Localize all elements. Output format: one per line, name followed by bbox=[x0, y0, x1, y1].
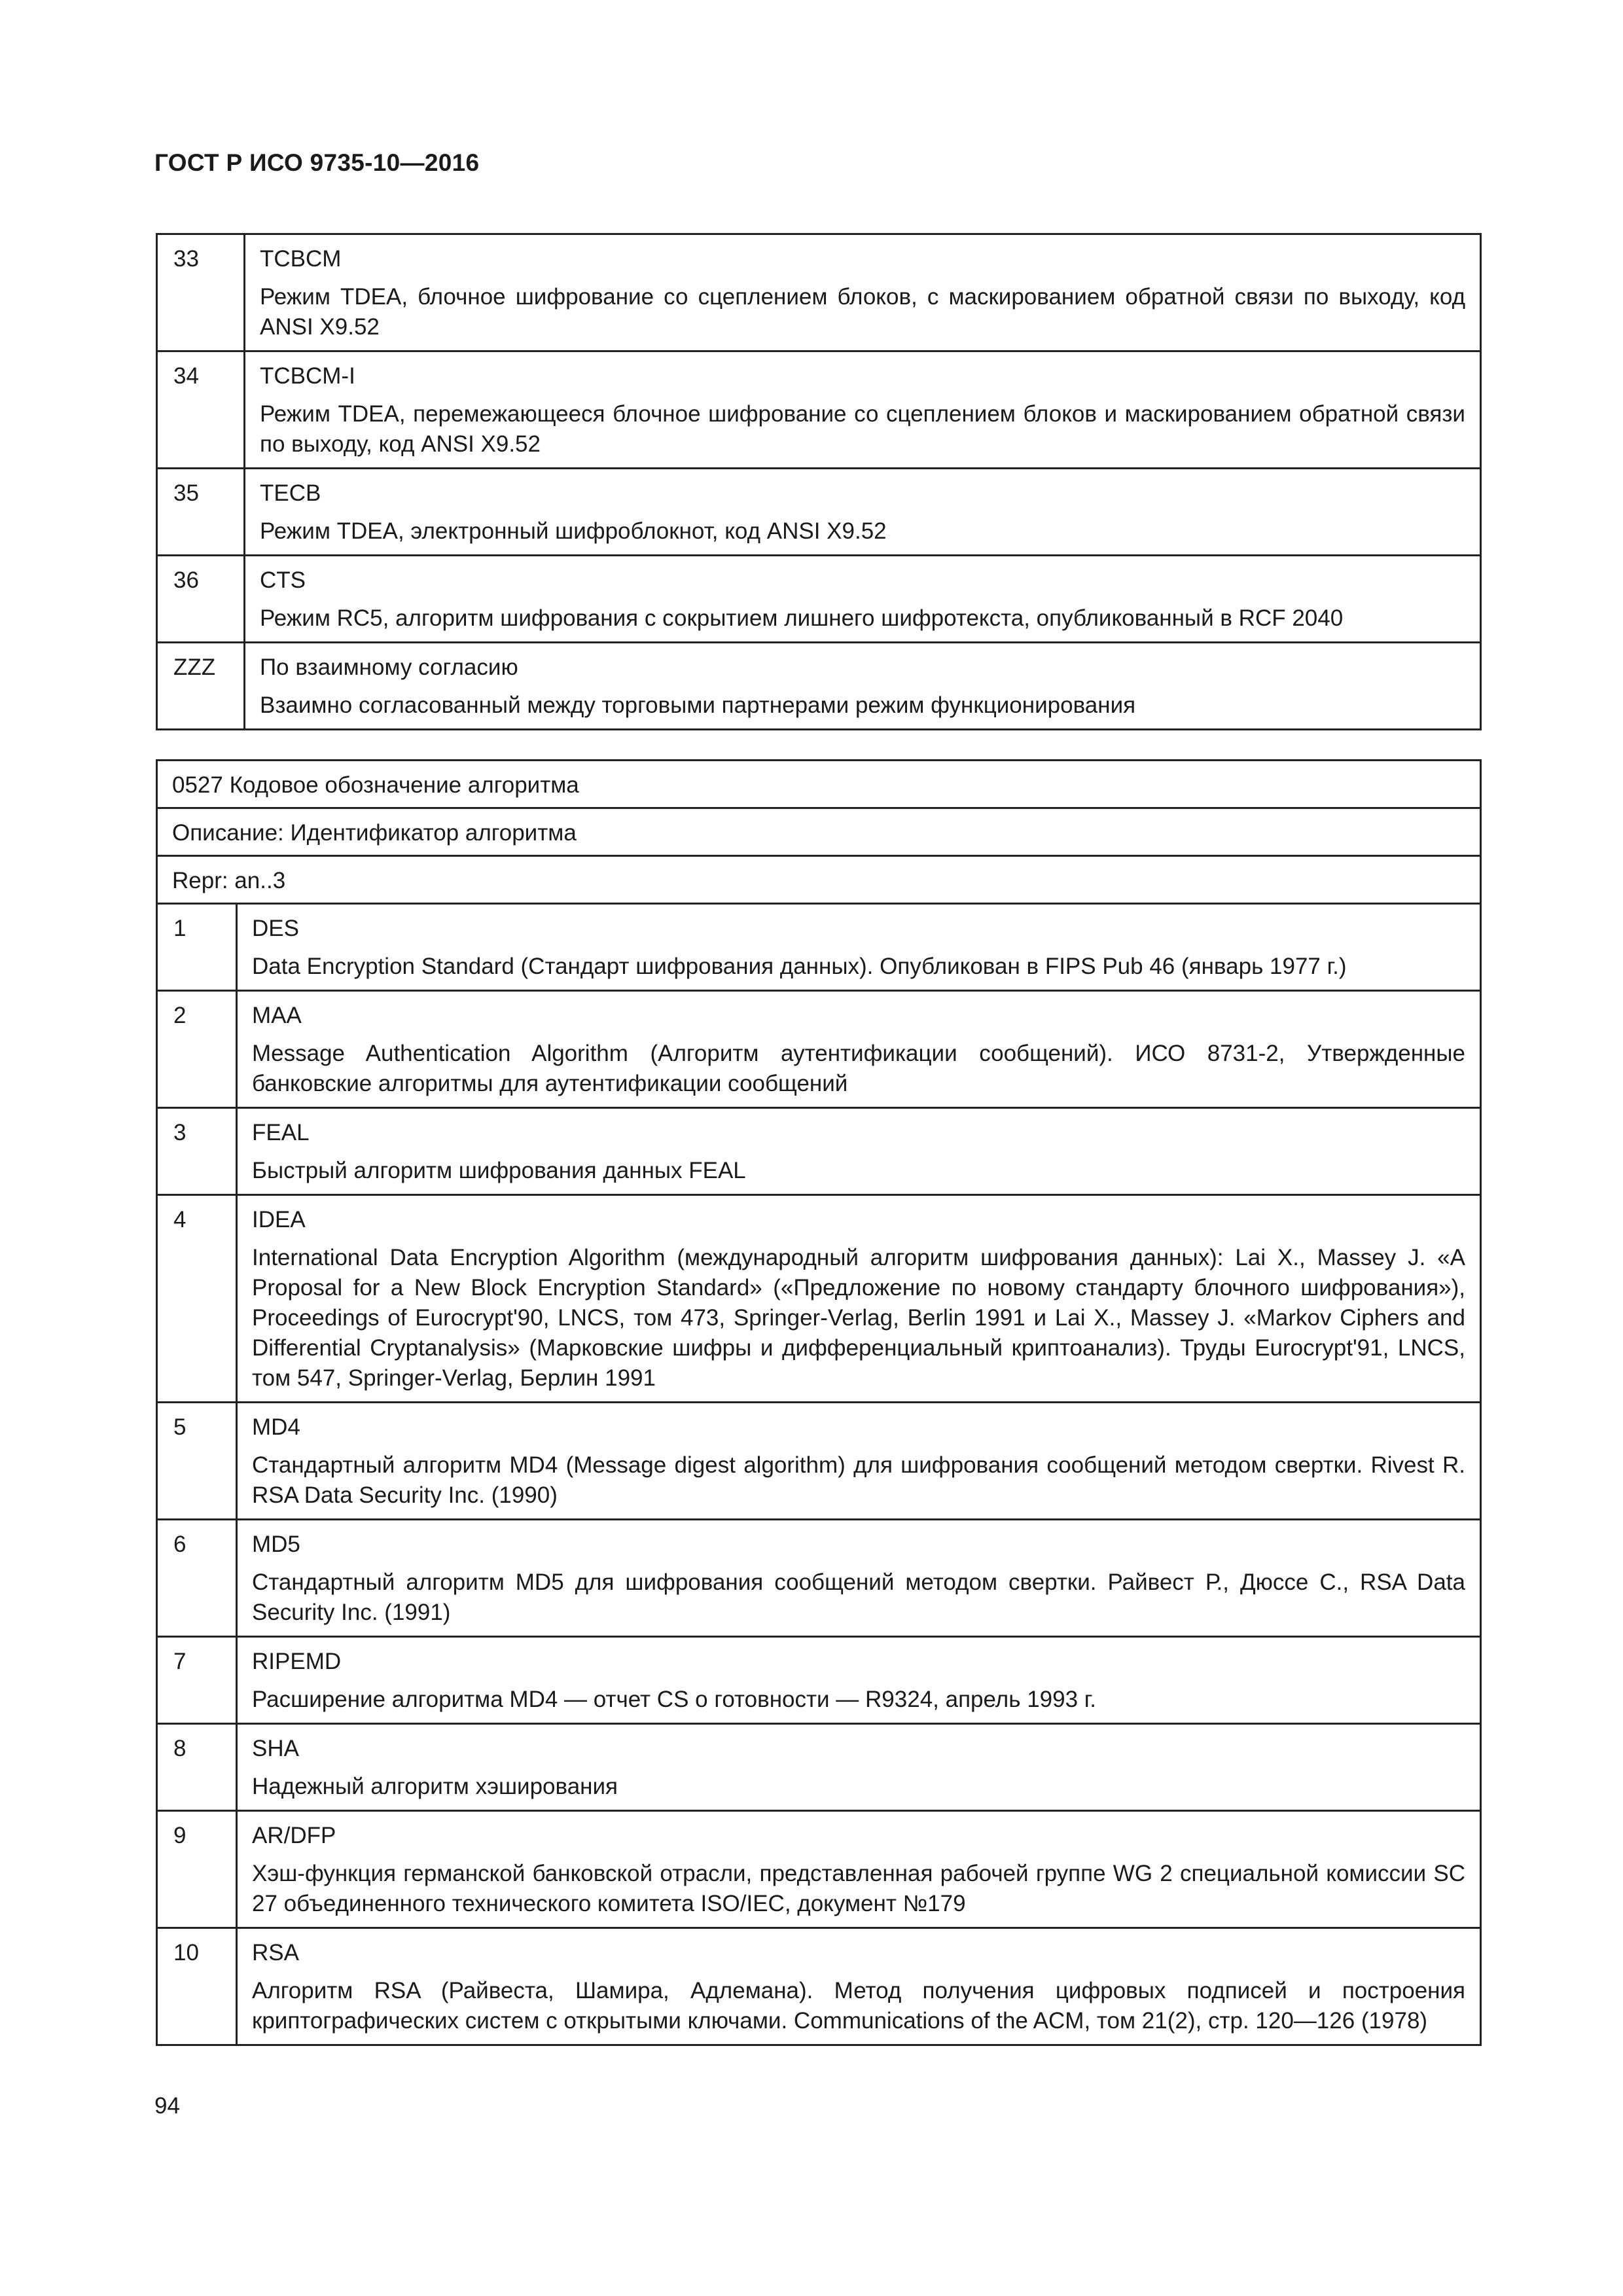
code-cell: 2 bbox=[157, 991, 237, 1108]
entry-description: Режим TDEA, электронный шифроблокнот, код ANSI X9.52 bbox=[260, 518, 887, 544]
document-header: ГОСТ Р ИСО 9735-10—2016 bbox=[154, 149, 480, 176]
code-cell: 33 bbox=[157, 234, 245, 351]
entry-name: MD4 bbox=[252, 1414, 300, 1440]
code-cell: 10 bbox=[157, 1928, 237, 2045]
entry-cell bbox=[245, 556, 1481, 643]
entry-cell bbox=[237, 1724, 1481, 1811]
entry-description: Хэш-функция германской банковской отрасли, представленная рабочей группе WG 2 специальной комиссии SC 27 объединенного технического комитета ISO/IEC, документ №179 bbox=[252, 1861, 1465, 1916]
entry-name: TCBCM bbox=[260, 246, 342, 272]
table-row bbox=[157, 351, 1481, 469]
entry-description: Стандартный алгоритм MD5 для шифрования сообщений методом свертки. Райвест Р., Дюссе С., RSA Data Security Inc. (1991) bbox=[252, 1570, 1465, 1625]
code-cell: 36 bbox=[157, 556, 245, 643]
code-cell: 3 bbox=[157, 1108, 237, 1195]
entry-cell bbox=[237, 1108, 1481, 1195]
entry-name: AR/DFP bbox=[252, 1823, 336, 1848]
entry-description: Алгоритм RSA (Райвеста, Шамира, Адлемана). Метод получения цифровых подписей и построения криптографических систем с открытыми ключами. Communications of the ACM, том 21(2), стр. 120—126 (1978) bbox=[252, 1978, 1465, 2034]
table-row bbox=[157, 1195, 1481, 1403]
entry-description: Data Encryption Standard (Стандарт шифрования данных). Опубликован в FIPS Pub 46 (январь 1977 г.) bbox=[252, 954, 1347, 979]
table-row bbox=[157, 469, 1481, 556]
entry-name: MAA bbox=[252, 1003, 302, 1028]
code-cell: 1 bbox=[157, 904, 237, 991]
table-row bbox=[157, 991, 1481, 1108]
table-row bbox=[157, 1637, 1481, 1724]
code-cell: 34 bbox=[157, 351, 245, 469]
entry-description: Режим TDEA, блочное шифрование со сцеплением блоков, с маскированием обратной связи по выходу, код ANSI X9.52 bbox=[260, 284, 1465, 340]
entry-name: RSA bbox=[252, 1940, 299, 1965]
table-heading-row bbox=[157, 761, 1481, 808]
entry-cell bbox=[237, 1520, 1481, 1637]
entry-cell bbox=[237, 1928, 1481, 2045]
entry-name: DES bbox=[252, 916, 299, 941]
code-cell: 8 bbox=[157, 1724, 237, 1811]
entry-description: Режим TDEA, перемежающееся блочное шифрование со сцеплением блоков и маскированием обратной связи по выходу, код ANSI X9.52 bbox=[260, 401, 1465, 457]
entry-cell bbox=[245, 234, 1481, 351]
table-row bbox=[157, 1724, 1481, 1811]
page-number: 94 bbox=[154, 2093, 180, 2119]
entry-name: CTS bbox=[260, 567, 306, 593]
mode-codes-table bbox=[156, 233, 1482, 730]
entry-name: MD5 bbox=[252, 1532, 300, 1557]
entry-name: RIPEMD bbox=[252, 1649, 342, 1674]
entry-description: Взаимно согласованный между торговыми партнерами режим функционирования bbox=[260, 692, 1136, 718]
entry-cell bbox=[237, 1403, 1481, 1520]
entry-description: Режим RC5, алгоритм шифрования с сокрытием лишнего шифротекста, опубликованный в RCF 2040 bbox=[260, 605, 1344, 631]
table-row bbox=[157, 1520, 1481, 1637]
entry-name: TCBCM-I bbox=[260, 363, 355, 389]
code-cell: 7 bbox=[157, 1637, 237, 1724]
entry-cell bbox=[237, 904, 1481, 991]
table-description: Описание: Идентификатор алгоритма bbox=[157, 808, 1481, 856]
entry-name: TECB bbox=[260, 480, 321, 506]
table-row bbox=[157, 234, 1481, 351]
entry-name: FEAL bbox=[252, 1120, 310, 1145]
entry-description: Message Authentication Algorithm (Алгоритм аутентификации сообщений). ИСО 8731-2, Утвержденные банковские алгоритмы для аутентификации сообщений bbox=[252, 1041, 1465, 1096]
table-row bbox=[157, 643, 1481, 730]
entry-name: IDEA bbox=[252, 1207, 306, 1232]
entry-name: По взаимному согласию bbox=[260, 655, 518, 680]
algorithm-codes-table bbox=[156, 759, 1482, 2046]
entry-description: Надежный алгоритм хэширования bbox=[252, 1774, 618, 1799]
table-row bbox=[157, 1108, 1481, 1195]
code-cell: 35 bbox=[157, 469, 245, 556]
table-heading: 0527 Кодовое обозначение алгоритма bbox=[157, 761, 1481, 808]
table-row bbox=[157, 556, 1481, 643]
entry-name: SHA bbox=[252, 1736, 299, 1761]
entry-description: Быстрый алгоритм шифрования данных FEAL bbox=[252, 1158, 746, 1183]
code-cell: 9 bbox=[157, 1811, 237, 1928]
entry-cell bbox=[245, 469, 1481, 556]
entry-cell bbox=[237, 991, 1481, 1108]
entry-cell bbox=[245, 351, 1481, 469]
table-repr-row bbox=[157, 856, 1481, 904]
table-row bbox=[157, 1403, 1481, 1520]
entry-description: Расширение алгоритма MD4 — отчет CS о готовности — R9324, апрель 1993 г. bbox=[252, 1687, 1096, 1712]
table-row bbox=[157, 1928, 1481, 2045]
table-repr: Repr: an..3 bbox=[157, 856, 1481, 904]
table-row bbox=[157, 904, 1481, 991]
code-cell: ZZZ bbox=[157, 643, 245, 730]
entry-cell bbox=[237, 1637, 1481, 1724]
table-row bbox=[157, 1811, 1481, 1928]
code-cell: 5 bbox=[157, 1403, 237, 1520]
table-description-row bbox=[157, 808, 1481, 856]
code-cell: 4 bbox=[157, 1195, 237, 1403]
code-cell: 6 bbox=[157, 1520, 237, 1637]
entry-cell bbox=[237, 1811, 1481, 1928]
entry-description: International Data Encryption Algorithm (международный алгоритм шифрования данных): Lai X., Massey J. «A Proposal for a New Block Encryption Standard» («Предложение по новому стандарту блочного шифрования»), Proceedings of Eurocrypt'90, LNCS, том 473, Springer-Verlag, Berlin 1991 и Lai X., Massey J. «Markov Ciphers and Differential Cryptanalysis» (Марковские шифры и дифференциальный криптоанализ). Труды Eurocrypt'91, LNCS, том 547, Springer-Verlag, Берлин 1991 bbox=[252, 1245, 1465, 1391]
entry-description: Стандартный алгоритм MD4 (Message digest algorithm) для шифрования сообщений методом свертки. Rivest R. RSA Data Security Inc. (1990) bbox=[252, 1452, 1465, 1508]
entry-cell bbox=[237, 1195, 1481, 1403]
entry-cell bbox=[245, 643, 1481, 730]
